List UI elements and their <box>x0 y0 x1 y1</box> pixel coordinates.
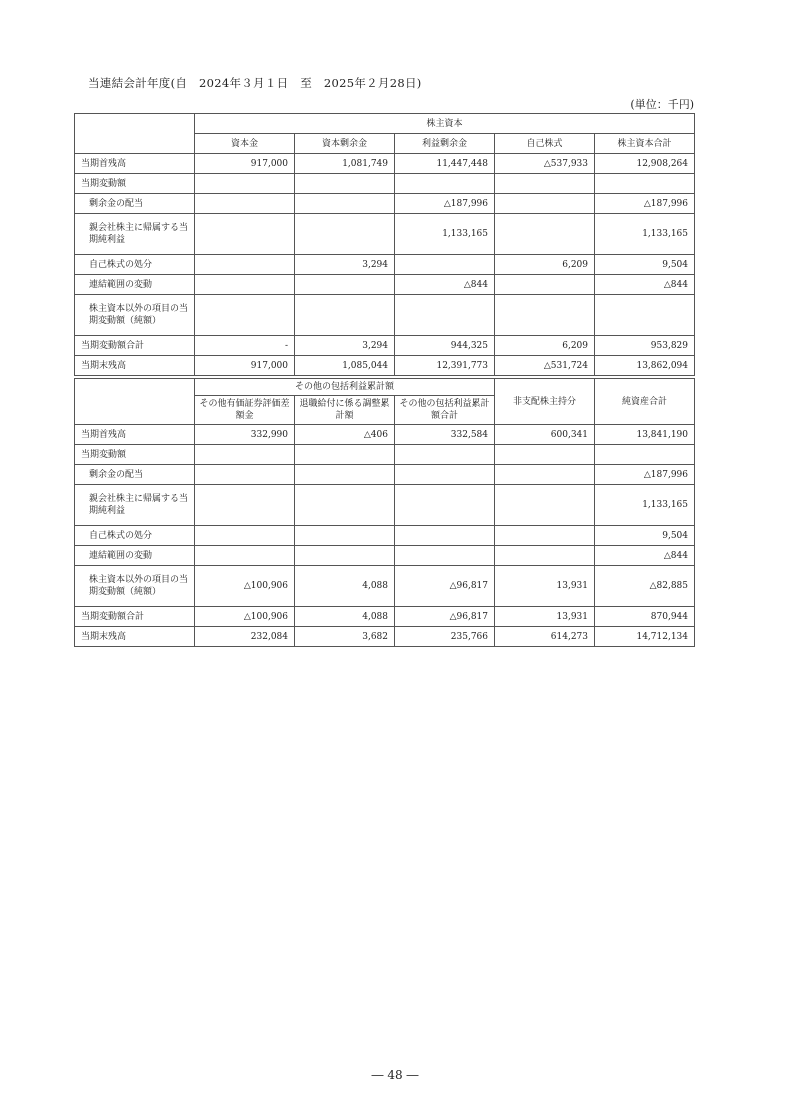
value-cell <box>295 445 395 465</box>
column-header: 純資産合計 <box>595 379 695 425</box>
value-cell <box>195 465 295 485</box>
value-cell: 944,325 <box>395 336 495 356</box>
value-cell <box>295 295 395 336</box>
value-cell: 1,133,165 <box>395 214 495 255</box>
value-cell <box>395 445 495 465</box>
column-header: 自己株式 <box>495 134 595 154</box>
corner-cell <box>75 114 195 154</box>
value-cell: 3,682 <box>295 627 395 647</box>
value-cell <box>295 546 395 566</box>
value-cell: 614,273 <box>495 627 595 647</box>
column-header: 非支配株主持分 <box>495 379 595 425</box>
value-cell <box>395 526 495 546</box>
row-label: 当期末残高 <box>75 627 195 647</box>
column-header: 退職給付に係る調整累計額 <box>295 396 395 425</box>
table-row <box>75 485 695 526</box>
value-cell <box>195 214 295 255</box>
value-cell: 332,584 <box>395 425 495 445</box>
value-cell: 235,766 <box>395 627 495 647</box>
table-body <box>75 425 695 647</box>
value-cell <box>495 445 595 465</box>
row-label: 自己株式の処分 <box>75 526 195 546</box>
value-cell <box>295 485 395 526</box>
column-header: その他の包括利益累計額合計 <box>395 396 495 425</box>
table-row <box>75 154 695 174</box>
table-row <box>75 194 695 214</box>
column-header: 株主資本合計 <box>595 134 695 154</box>
row-label: 株主資本以外の項目の当期変動額（純額） <box>75 566 195 607</box>
value-cell: 4,088 <box>295 566 395 607</box>
group-header: 株主資本 <box>195 114 695 134</box>
value-cell: 13,931 <box>495 566 595 607</box>
table-row <box>75 566 695 607</box>
value-cell <box>595 445 695 465</box>
value-cell: △96,817 <box>395 607 495 627</box>
row-label: 当期変動額 <box>75 174 195 194</box>
value-cell: 3,294 <box>295 336 395 356</box>
value-cell: 232,084 <box>195 627 295 647</box>
value-cell <box>495 275 595 295</box>
row-label: 剰余金の配当 <box>75 194 195 214</box>
column-header: その他有価証券評価差額金 <box>195 396 295 425</box>
page-number: ― 48 ― <box>371 1068 419 1082</box>
value-cell: △100,906 <box>195 566 295 607</box>
table-row <box>75 214 695 255</box>
row-label: 連結範囲の変動 <box>75 275 195 295</box>
value-cell: 9,504 <box>595 526 695 546</box>
row-label: 親会社株主に帰属する当期純利益 <box>75 214 195 255</box>
page-title: 当連結会計年度(自 2024年３月１日 至 2025年２月28日) <box>88 76 422 90</box>
value-cell <box>395 255 495 275</box>
row-label: 当期変動額 <box>75 445 195 465</box>
value-cell: △537,933 <box>495 154 595 174</box>
value-cell: △82,885 <box>595 566 695 607</box>
value-cell: 6,209 <box>495 255 595 275</box>
value-cell: △96,817 <box>395 566 495 607</box>
column-header: 資本金 <box>195 134 295 154</box>
value-cell <box>595 174 695 194</box>
value-cell: 13,841,190 <box>595 425 695 445</box>
value-cell: 13,862,094 <box>595 356 695 376</box>
value-cell: 917,000 <box>195 356 295 376</box>
value-cell <box>495 526 595 546</box>
value-cell: △406 <box>295 425 395 445</box>
value-cell: 3,294 <box>295 255 395 275</box>
value-cell: △531,724 <box>495 356 595 376</box>
value-cell: 6,209 <box>495 336 595 356</box>
value-cell <box>195 275 295 295</box>
value-cell <box>395 295 495 336</box>
value-cell: 1,133,165 <box>595 214 695 255</box>
table-row <box>75 445 695 465</box>
value-cell <box>495 465 595 485</box>
value-cell: 917,000 <box>195 154 295 174</box>
value-cell: 4,088 <box>295 607 395 627</box>
unit-label: (単位：千円) <box>630 98 694 111</box>
table-row <box>75 295 695 336</box>
group-header: その他の包括利益累計額 <box>195 379 495 396</box>
value-cell <box>495 485 595 526</box>
equity-table-other <box>74 378 695 647</box>
table-row <box>75 425 695 445</box>
table-row <box>75 174 695 194</box>
value-cell <box>495 194 595 214</box>
value-cell: 1,081,749 <box>295 154 395 174</box>
value-cell <box>295 275 395 295</box>
value-cell: 953,829 <box>595 336 695 356</box>
table-row <box>75 336 695 356</box>
value-cell: 14,712,134 <box>595 627 695 647</box>
table-row <box>75 546 695 566</box>
value-cell <box>495 174 595 194</box>
row-label: 当期首残高 <box>75 154 195 174</box>
table-row <box>75 356 695 376</box>
value-cell: 1,133,165 <box>595 485 695 526</box>
value-cell <box>195 485 295 526</box>
value-cell <box>495 295 595 336</box>
value-cell <box>195 445 295 465</box>
value-cell <box>195 526 295 546</box>
value-cell <box>195 255 295 275</box>
value-cell: △844 <box>595 546 695 566</box>
row-label: 剰余金の配当 <box>75 465 195 485</box>
value-cell <box>295 214 395 255</box>
value-cell <box>195 194 295 214</box>
row-label: 連結範囲の変動 <box>75 546 195 566</box>
value-cell <box>195 174 295 194</box>
value-cell <box>195 546 295 566</box>
value-cell: △187,996 <box>595 194 695 214</box>
value-cell: △100,906 <box>195 607 295 627</box>
value-cell <box>295 194 395 214</box>
value-cell: 332,990 <box>195 425 295 445</box>
row-label: 当期末残高 <box>75 356 195 376</box>
row-label: 株主資本以外の項目の当期変動額（純額） <box>75 295 195 336</box>
value-cell <box>395 465 495 485</box>
value-cell <box>195 295 295 336</box>
value-cell: 12,391,773 <box>395 356 495 376</box>
value-cell <box>595 295 695 336</box>
value-cell: 9,504 <box>595 255 695 275</box>
row-label: 当期変動額合計 <box>75 607 195 627</box>
equity-table-shareholders <box>74 113 695 376</box>
value-cell: - <box>195 336 295 356</box>
table-row <box>75 627 695 647</box>
value-cell <box>295 465 395 485</box>
value-cell: 870,944 <box>595 607 695 627</box>
value-cell <box>295 526 395 546</box>
value-cell <box>495 214 595 255</box>
value-cell: 13,931 <box>495 607 595 627</box>
column-header: 利益剰余金 <box>395 134 495 154</box>
row-label: 当期変動額合計 <box>75 336 195 356</box>
table-row <box>75 255 695 275</box>
value-cell: 11,447,448 <box>395 154 495 174</box>
value-cell <box>395 174 495 194</box>
value-cell <box>495 546 595 566</box>
value-cell <box>295 174 395 194</box>
value-cell: 12,908,264 <box>595 154 695 174</box>
value-cell: 1,085,044 <box>295 356 395 376</box>
value-cell: △844 <box>595 275 695 295</box>
value-cell: △187,996 <box>395 194 495 214</box>
table-row <box>75 275 695 295</box>
corner-cell <box>75 379 195 425</box>
row-label: 親会社株主に帰属する当期純利益 <box>75 485 195 526</box>
value-cell: △187,996 <box>595 465 695 485</box>
value-cell: △844 <box>395 275 495 295</box>
table-row <box>75 526 695 546</box>
row-label: 自己株式の処分 <box>75 255 195 275</box>
value-cell: 600,341 <box>495 425 595 445</box>
table-body <box>75 154 695 376</box>
column-header: 資本剰余金 <box>295 134 395 154</box>
table-row <box>75 465 695 485</box>
value-cell <box>395 546 495 566</box>
table-row <box>75 607 695 627</box>
value-cell <box>395 485 495 526</box>
row-label: 当期首残高 <box>75 425 195 445</box>
